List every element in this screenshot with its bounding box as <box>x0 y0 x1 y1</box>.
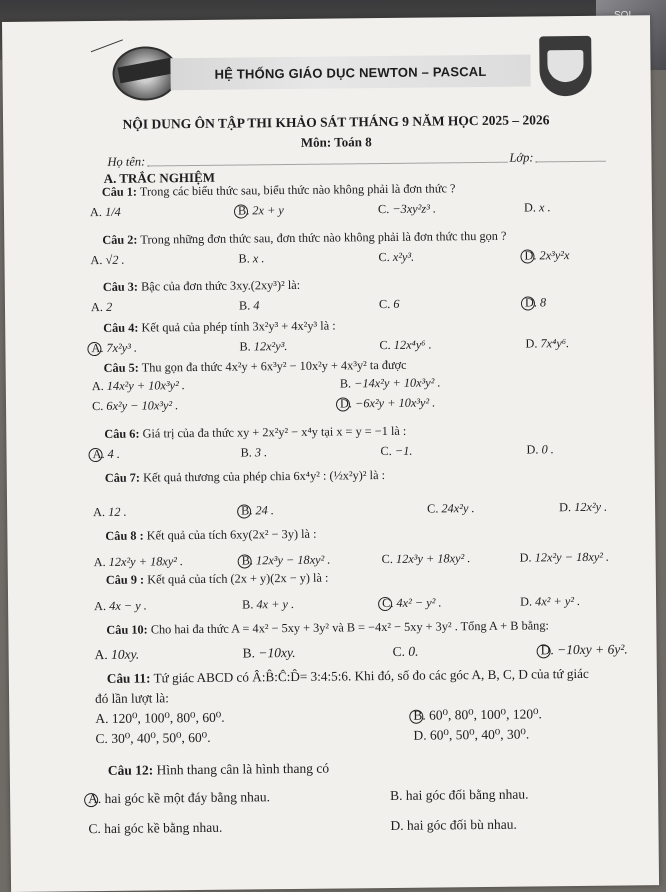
option-text: −3xy²z³ . <box>389 201 437 216</box>
option-letter: C. <box>377 201 390 217</box>
option-d <box>524 200 551 215</box>
option-letter: A. <box>88 791 102 807</box>
question-number: Câu 7: <box>104 470 141 485</box>
option-c <box>378 250 414 265</box>
option-letter: A. <box>94 598 107 614</box>
option-text: 1/4 <box>101 204 121 219</box>
option-letter: B. <box>239 339 251 354</box>
option-letter: D. <box>525 336 538 351</box>
option-letter: D. <box>339 396 353 411</box>
option-text: −14x²y + 10x³y² . <box>351 375 441 391</box>
option-text: 60⁰, 50⁰, 40⁰, 30⁰. <box>426 726 530 743</box>
option-letter: C. <box>378 249 390 265</box>
option-text: x²y³. <box>389 249 415 264</box>
option-text: hai góc kề một đáy bằng nhau. <box>101 789 271 807</box>
option-text: 12x²y − 18xy² . <box>531 549 610 565</box>
question-number: Câu 5: <box>103 360 139 375</box>
option-text: 6 <box>390 296 400 311</box>
option-a <box>95 710 224 727</box>
option-letter: A. <box>89 204 103 220</box>
option-text: 12x³y − 18xy² . <box>252 552 331 568</box>
option-text: 2x + y <box>249 203 284 218</box>
option-b <box>340 375 441 391</box>
option-letter: C. <box>379 337 391 353</box>
option-text: 7x²y³ . <box>103 340 138 355</box>
option-letter: D. <box>519 550 532 565</box>
question-number: Câu 3: <box>102 279 139 294</box>
option-d <box>520 594 580 610</box>
question-text: Kết quả của tích 6xy(2x² − 3y) là : <box>146 526 317 543</box>
doc-title: NỘI DUNG ÔN TẬP THI KHẢO SÁT THÁNG 9 NĂM HỌC 2025 – 2026 <box>122 112 550 132</box>
option-letter: B. <box>240 445 252 460</box>
option-text: hai góc kề bằng nhau. <box>100 819 223 837</box>
question-7 <box>105 468 385 486</box>
option-a <box>93 505 127 520</box>
option-letter: B. <box>242 645 256 661</box>
option-c <box>378 201 436 217</box>
option-text: 0 . <box>538 442 554 457</box>
name-label: Họ tên: <box>107 154 146 169</box>
question-10 <box>106 618 549 638</box>
question-number: Câu 9 : <box>105 572 145 587</box>
option-letter: B. <box>241 553 254 568</box>
question-text: Bậc của đơn thức 3xy.(2xy³)² là: <box>140 277 301 294</box>
option-c <box>379 297 400 312</box>
option-letter: C. <box>91 398 104 414</box>
header-banner <box>170 54 530 90</box>
question-text: Kết quả của tích (2x + y)(2x − y) là : <box>147 570 329 587</box>
option-d <box>413 727 529 744</box>
option-text: −10xy. <box>254 644 296 661</box>
option-text: 10xy. <box>107 646 140 662</box>
question-text: Cho hai đa thức A = 4x² − 5xy + 3y² và B = −4x² − 5xy + 3y² . Tổng A + B bằng: <box>150 618 549 637</box>
question-number: Câu 10: <box>106 622 148 637</box>
question-text: Hình thang cân là hình thang có <box>156 760 330 778</box>
option-c <box>379 338 431 354</box>
question-5 <box>104 358 407 376</box>
option-b <box>242 597 294 613</box>
option-c <box>382 551 471 567</box>
option-letter: C. <box>378 296 391 312</box>
option-text: 24 . <box>252 503 275 518</box>
option-text: 4x² − y² . <box>393 595 442 610</box>
option-letter: A. <box>94 646 108 663</box>
option-letter: A. <box>95 710 109 727</box>
question-text: Giá trị của đa thức xy + 2x²y² − x⁴y tại x = y = −1 là : <box>142 423 407 441</box>
option-text: 24x²y . <box>438 501 475 516</box>
option-a <box>92 378 185 394</box>
option-letter: C. <box>382 595 394 611</box>
option-letter: D. <box>526 442 539 457</box>
option-letter: B. <box>242 597 254 612</box>
option-b <box>241 503 274 519</box>
option-letter: B. <box>413 707 426 723</box>
option-d <box>541 641 628 658</box>
option-d <box>559 500 607 516</box>
school-crest-right-icon <box>539 36 592 97</box>
option-text: x . <box>535 200 551 215</box>
question-12 <box>108 761 329 779</box>
option-letter: A. <box>92 446 105 462</box>
option-a <box>95 647 140 663</box>
option-text: 4 <box>250 298 260 313</box>
option-letter: A. <box>93 504 106 520</box>
option-text: 4 . <box>104 446 120 461</box>
option-c <box>92 398 178 414</box>
option-a <box>91 300 112 315</box>
option-a <box>90 253 124 268</box>
option-text: 12x⁴y⁶ . <box>390 337 432 352</box>
option-letter: B. <box>241 503 253 518</box>
option-text: 12x²y + 18xy² . <box>105 554 184 569</box>
question-text-continued: đó lần lượt là: <box>95 690 169 707</box>
question-3 <box>103 278 300 295</box>
question-text: Trong những đơn thức sau, đơn thức nào không phải là đơn thức thu gọn ? <box>140 228 507 247</box>
option-text: −1. <box>391 443 413 458</box>
option-text: 4x² + y² . <box>531 593 581 609</box>
option-letter: B. <box>390 787 403 803</box>
option-text: 8 <box>536 295 547 310</box>
option-letter: D. <box>390 817 404 833</box>
option-b <box>240 445 267 460</box>
question-number: Câu 11: <box>106 670 151 686</box>
question-number: Câu 1: <box>101 184 138 199</box>
option-b <box>243 645 296 662</box>
option-text: hai góc đối bù nhau. <box>403 816 517 833</box>
option-text: 4x − y . <box>106 598 147 613</box>
question-number: Câu 8 : <box>105 528 144 543</box>
section-heading: A. TRẮC NGHIỆM <box>103 169 216 186</box>
option-a <box>94 599 147 615</box>
option-c <box>95 730 210 747</box>
option-d <box>525 295 546 310</box>
option-d <box>520 550 610 566</box>
question-text: Thu gọn đa thức 4x²y + 6x³y² − 10x²y + 4x³y² ta được <box>141 357 407 375</box>
question-text: Kết quả thương của phép chia 6x⁴y² : (½x²y)² là : <box>142 468 386 485</box>
name-line <box>107 150 607 170</box>
question-2 <box>102 229 506 248</box>
question-8 <box>105 527 316 544</box>
option-b <box>238 203 284 219</box>
option-text: −10xy + 6y². <box>553 641 628 658</box>
option-letter: D. <box>523 200 537 215</box>
question-number: Câu 12: <box>107 762 154 778</box>
option-c <box>380 444 412 459</box>
class-label: Lớp: <box>509 150 534 165</box>
option-letter: A. <box>91 378 104 394</box>
header-banner-text: HỆ THỐNG GIÁO DỤC NEWTON – PASCAL <box>214 63 487 82</box>
option-a <box>92 447 120 462</box>
option-text: 12x³y + 18xy² . <box>392 551 471 566</box>
option-letter: A. <box>90 252 103 268</box>
option-text: x . <box>249 251 265 266</box>
question-9 <box>106 571 329 588</box>
option-text: 0. <box>404 643 419 659</box>
option-c <box>382 595 442 611</box>
option-a <box>91 341 137 357</box>
option-a <box>90 205 121 220</box>
option-letter: C. <box>380 443 392 459</box>
option-letter: D. <box>524 295 538 310</box>
option-b <box>242 553 331 569</box>
question-6 <box>104 424 406 442</box>
question-4 <box>103 319 336 336</box>
question-number: Câu 4: <box>103 320 139 335</box>
option-text: hai góc đối bằng nhau. <box>402 786 529 803</box>
option-letter: B. <box>238 251 250 266</box>
option-text: 14x²y + 10x³y² . <box>103 378 186 393</box>
option-text: 6x²y − 10x³y² . <box>103 398 179 413</box>
school-logo-left-icon <box>112 46 179 101</box>
question-number: Câu 2: <box>102 232 138 247</box>
option-letter: C. <box>392 643 406 659</box>
option-text: 120⁰, 100⁰, 80⁰, 60⁰. <box>108 709 225 726</box>
option-d <box>340 395 435 411</box>
option-d <box>524 248 569 264</box>
option-letter: B. <box>237 203 250 218</box>
doc-subject: Môn: Toán 8 <box>300 134 372 150</box>
question-text: Trong các biểu thức sau, biểu thức nào không phải là đơn thức ? <box>139 181 456 199</box>
class-dots <box>535 150 605 163</box>
option-letter: C. <box>88 821 101 837</box>
option-text: √2 . <box>102 252 125 267</box>
option-text: 12 . <box>105 504 127 519</box>
option-a <box>94 554 184 570</box>
option-text: −6x²y + 10x³y² . <box>351 395 436 411</box>
option-b <box>239 339 287 355</box>
option-letter: D. <box>559 500 572 515</box>
option-letter: A. <box>91 340 104 356</box>
option-c <box>88 820 222 837</box>
option-text: 2x³y²x <box>536 248 570 263</box>
name-dots <box>147 151 507 167</box>
option-letter: B. <box>339 376 352 391</box>
question-text: Kết quả của phép tính 3x²y³ + 4x²y³ là : <box>141 318 336 335</box>
option-letter: C. <box>427 501 439 516</box>
option-b <box>390 787 529 804</box>
option-letter: B. <box>238 298 251 313</box>
option-letter: A. <box>93 554 106 570</box>
option-d <box>390 817 517 834</box>
option-text: 12x²y . <box>571 499 608 515</box>
exam-paper <box>2 15 659 892</box>
question-text: Tứ giác ABCD có Â:B̂:Ĉ:D̂= 3:4:5:6. Khi đó, số đo các góc A, B, C, D của tứ giác <box>153 665 589 686</box>
option-text: 60⁰, 80⁰, 100⁰, 120⁰. <box>425 706 542 723</box>
option-text: 2 <box>102 299 113 314</box>
option-letter: C. <box>381 551 393 567</box>
option-d <box>525 336 569 351</box>
option-text: 30⁰, 40⁰, 50⁰, 60⁰. <box>107 729 211 746</box>
option-text: 7x⁴y⁶. <box>537 336 570 351</box>
option-b <box>413 706 542 723</box>
question-number: Câu 6: <box>104 426 140 441</box>
option-text: 4x + y . <box>253 596 295 612</box>
option-letter: D. <box>520 594 533 609</box>
option-letter: D. <box>540 642 554 658</box>
option-c <box>427 501 475 516</box>
question-1 <box>102 181 456 200</box>
option-text: 12x²y³. <box>250 339 288 354</box>
question-11 <box>107 666 589 687</box>
option-letter: A. <box>90 299 104 315</box>
option-a <box>88 789 270 807</box>
option-b <box>238 251 264 266</box>
option-letter: C. <box>95 730 108 747</box>
option-d <box>526 442 553 457</box>
option-letter: D. <box>413 727 427 743</box>
option-text: 3 . <box>251 445 268 460</box>
option-letter: D. <box>524 248 537 263</box>
option-b <box>239 298 260 313</box>
option-c <box>393 644 419 660</box>
